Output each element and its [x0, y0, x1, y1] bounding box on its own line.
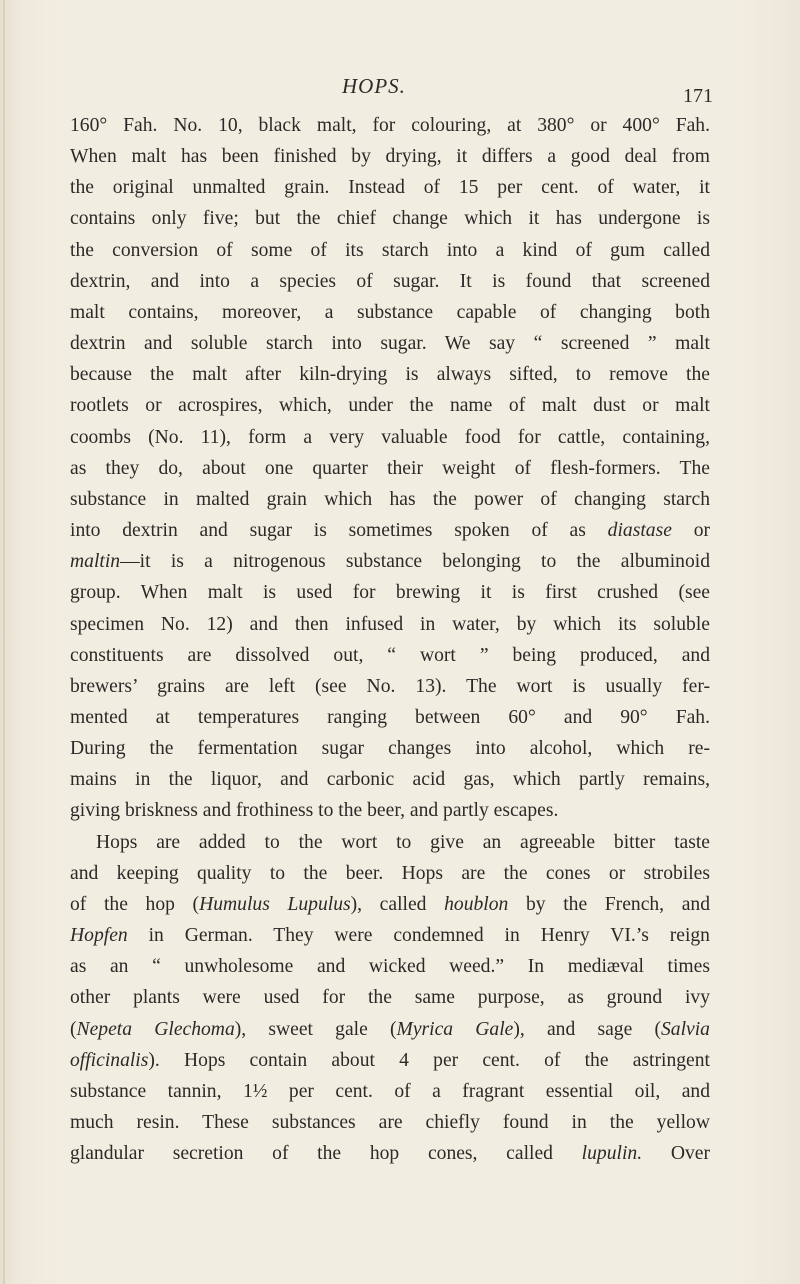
italic-term-salvia: Salvia: [661, 1018, 710, 1040]
text-fragment: ). Hops contain about 4 per cent. of the astringent: [148, 1049, 710, 1071]
text-line: dextrin and soluble starch into sugar. We say “ screened ” malt: [70, 333, 710, 355]
text-line: Hops are added to the wort to give an agreeable bitter taste: [96, 831, 710, 853]
text-line: substance in malted grain which has the power of changing starch: [70, 488, 710, 510]
text-line: group. When malt is used for brewing it is first crushed (see: [70, 582, 710, 604]
text-fragment: (: [70, 1018, 77, 1040]
paragraph-1: [70, 110, 710, 827]
text-line: When malt has been finished by drying, it differs a good deal from: [70, 146, 710, 168]
text-line: coombs (No. 11), form a very valuable food for cattle, containing,: [70, 426, 710, 448]
text-line: brewers’ grains are left (see No. 13). The wort is usually fer-: [70, 675, 710, 697]
text-line: specimen No. 12) and then infused in water, by which its soluble: [70, 613, 710, 635]
italic-term-maltin: maltin: [70, 551, 121, 573]
text-line: the conversion of some of its starch into a kind of gum called: [70, 239, 710, 261]
text-fragment: ), called: [350, 893, 427, 915]
text-fragment: into dextrin and sugar is sometimes spoken of as: [70, 520, 586, 542]
running-head: HOPS.: [342, 74, 406, 98]
page-header: [0, 74, 800, 107]
text-line: [70, 1138, 710, 1169]
italic-term-humulus-lupulus: Humulus Lupulus: [199, 893, 351, 915]
text-fragment: or: [693, 520, 711, 542]
text-line: as an “ unwholesome and wicked weed.” In mediæval times: [70, 956, 710, 978]
text-fragment: ), and sage (: [513, 1018, 661, 1040]
text-line: [70, 546, 710, 577]
text-line: as they do, about one quarter their weight of flesh-formers. The: [70, 457, 710, 479]
text-fragment: in German. They were condemned in Henry VI.’s reign: [148, 925, 710, 947]
text-line: substance tannin, 1½ per cent. of a fragrant essential oil, and: [70, 1080, 710, 1102]
text-line: giving briskness and frothiness to the beer, and partly escapes.: [70, 800, 559, 822]
italic-term-officinalis: officinalis: [70, 1049, 149, 1071]
text-line: rootlets or acrospires, which, under the name of malt dust or malt: [70, 395, 710, 417]
italic-term-hopfen: Hopfen: [70, 925, 128, 947]
text-line: During the fermentation sugar changes into alcohol, which re-: [70, 738, 710, 760]
text-line: mains in the liquor, and carbonic acid gas, which partly remains,: [70, 769, 710, 791]
text-line: 160° Fah. No. 10, black malt, for colouring, at 380° or 400° Fah.: [70, 115, 710, 136]
page-gutter-shadow: [3, 0, 5, 1284]
text-line: and keeping quality to the beer. Hops are the cones or strobiles: [70, 862, 710, 884]
text-fragment: —it is a nitrogenous substance belonging to the albuminoid: [120, 551, 710, 573]
text-line: malt contains, moreover, a substance capable of changing both: [70, 301, 710, 323]
page-number: 171: [683, 85, 713, 107]
text-fragment: Over: [670, 1143, 710, 1165]
text-line: constituents are dissolved out, “ wort ” being produced, and: [70, 644, 710, 666]
text-line: contains only five; but the chief change which it has undergone is: [70, 208, 710, 230]
text-line: dextrin, and into a species of sugar. It is found that screened: [70, 270, 710, 292]
paragraph-2: [70, 827, 710, 1170]
text-fragment: ), sweet gale (: [234, 1018, 397, 1040]
italic-term-myrica-gale: Myrica Gale: [396, 1018, 514, 1040]
text-line: mented at temperatures ranging between 60° and 90° Fah.: [70, 706, 710, 728]
text-fragment: of the hop (: [70, 893, 200, 915]
text-line: the original unmalted grain. Instead of 15 per cent. of water, it: [70, 177, 710, 199]
italic-term-lupulin: lupulin.: [581, 1143, 643, 1165]
italic-term-houblon: houblon: [444, 893, 509, 915]
text-line: other plants were used for the same purpose, as ground ivy: [70, 987, 710, 1009]
text-line: [70, 1045, 710, 1076]
text-fragment: glandular secretion of the hop cones, called: [70, 1143, 553, 1165]
text-line: [70, 515, 710, 546]
italic-term-diastase: diastase: [607, 520, 672, 542]
text-fragment: by the French, and: [525, 893, 711, 915]
text-line: because the malt after kiln-drying is always sifted, to remove the: [70, 364, 710, 386]
text-line: [70, 1014, 710, 1045]
italic-term-nepeta-glechoma: Nepeta Glechoma: [76, 1018, 235, 1040]
text-line: [70, 920, 710, 951]
body-text: [70, 110, 710, 1169]
text-line: much resin. These substances are chiefly found in the yellow: [70, 1112, 710, 1133]
text-line: [70, 889, 710, 920]
